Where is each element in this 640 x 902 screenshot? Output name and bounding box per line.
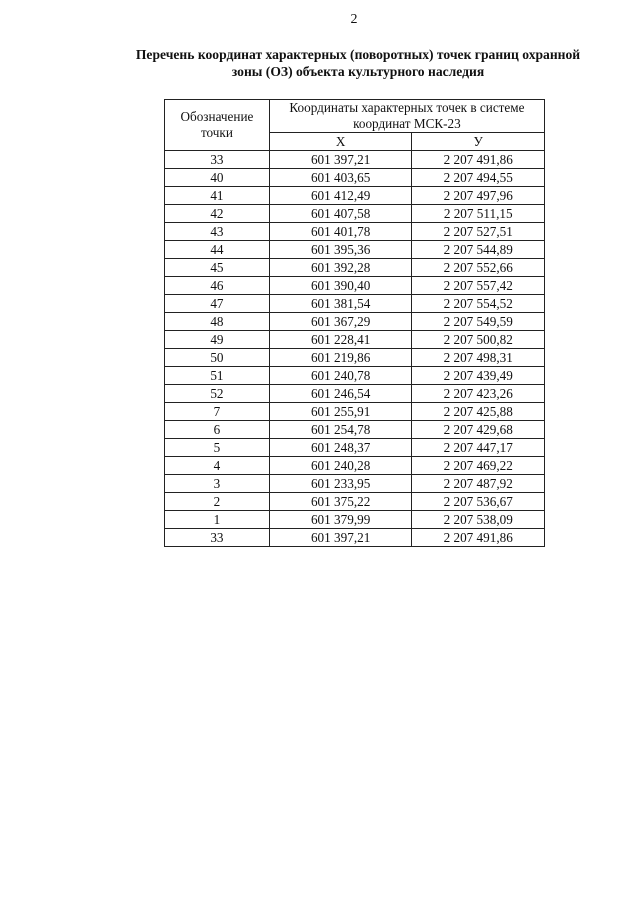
y-coordinate-cell: 2 207 425,88 [412, 403, 545, 421]
point-cell: 6 [165, 421, 270, 439]
point-cell: 5 [165, 439, 270, 457]
y-coordinate-cell: 2 207 554,52 [412, 295, 545, 313]
x-coordinate-cell: 601 381,54 [269, 295, 412, 313]
table-row [165, 439, 545, 457]
document-title-line-2: зоны (ОЗ) объекта культурного наследия [231, 64, 485, 79]
point-cell: 45 [165, 259, 270, 277]
y-coordinate-cell: 2 207 429,68 [412, 421, 545, 439]
y-coordinate-cell: 2 207 557,42 [412, 277, 545, 295]
x-coordinate-cell: 601 246,54 [269, 385, 412, 403]
x-coordinate-cell: 601 397,21 [269, 529, 412, 547]
point-cell: 33 [165, 529, 270, 547]
x-coordinate-cell: 601 407,58 [269, 205, 412, 223]
table-row [165, 493, 545, 511]
page-number: 2 [350, 12, 358, 27]
table-row [165, 295, 545, 313]
y-coordinate-cell: 2 207 511,15 [412, 205, 545, 223]
y-coordinate-cell: 2 207 536,67 [412, 493, 545, 511]
header-point-line-2: точки [200, 125, 233, 140]
table-row [165, 385, 545, 403]
x-coordinate-cell: 601 240,28 [269, 457, 412, 475]
x-coordinate-cell: 601 248,37 [269, 439, 412, 457]
x-coordinate-cell: 601 379,99 [269, 511, 412, 529]
y-coordinate-cell: 2 207 494,55 [412, 169, 545, 187]
header-point-designation [165, 100, 270, 151]
point-cell: 4 [165, 457, 270, 475]
point-cell: 50 [165, 349, 270, 367]
x-coordinate-cell: 601 240,78 [269, 367, 412, 385]
table-row [165, 421, 545, 439]
table-row [165, 367, 545, 385]
table-row [165, 511, 545, 529]
x-coordinate-cell: 601 375,22 [269, 493, 412, 511]
y-coordinate-cell: 2 207 423,26 [412, 385, 545, 403]
point-cell: 51 [165, 367, 270, 385]
y-coordinate-cell: 2 207 498,31 [412, 349, 545, 367]
x-coordinate-cell: 601 254,78 [269, 421, 412, 439]
point-cell: 1 [165, 511, 270, 529]
document-title [108, 46, 608, 80]
table-row [165, 187, 545, 205]
x-coordinate-cell: 601 228,41 [269, 331, 412, 349]
x-coordinate-cell: 601 367,29 [269, 313, 412, 331]
table-row [165, 475, 545, 493]
table-row [165, 349, 545, 367]
header-point-line-1: Обозначение [180, 109, 254, 124]
coordinates-table [164, 99, 545, 547]
x-coordinate-cell: 601 401,78 [269, 223, 412, 241]
y-coordinate-cell: 2 207 447,17 [412, 439, 545, 457]
y-coordinate-cell: 2 207 491,86 [412, 529, 545, 547]
x-coordinate-cell: 601 390,40 [269, 277, 412, 295]
y-coordinate-cell: 2 207 487,92 [412, 475, 545, 493]
y-coordinate-cell: 2 207 552,66 [412, 259, 545, 277]
document-title-line-1: Перечень координат характерных (поворотных) точек границ охранной [135, 47, 581, 62]
table-row [165, 331, 545, 349]
table-row [165, 277, 545, 295]
table-row [165, 403, 545, 421]
point-cell: 7 [165, 403, 270, 421]
header-system-line-1: Координаты характерных точек в системе [289, 100, 525, 115]
x-coordinate-cell: 601 233,95 [269, 475, 412, 493]
x-coordinate-cell: 601 219,86 [269, 349, 412, 367]
x-coordinate-cell: 601 255,91 [269, 403, 412, 421]
y-coordinate-cell: 2 207 527,51 [412, 223, 545, 241]
x-coordinate-cell: 601 392,28 [269, 259, 412, 277]
point-cell: 41 [165, 187, 270, 205]
coordinates-table-body [165, 151, 545, 547]
table-row [165, 259, 545, 277]
coordinates-table-header [165, 100, 545, 151]
table-row [165, 457, 545, 475]
point-cell: 40 [165, 169, 270, 187]
y-coordinate-cell: 2 207 549,59 [412, 313, 545, 331]
point-cell: 44 [165, 241, 270, 259]
point-cell: 52 [165, 385, 270, 403]
y-coordinate-cell: 2 207 538,09 [412, 511, 545, 529]
header-y: У [412, 133, 545, 151]
y-coordinate-cell: 2 207 497,96 [412, 187, 545, 205]
point-cell: 42 [165, 205, 270, 223]
point-cell: 43 [165, 223, 270, 241]
table-row [165, 529, 545, 547]
y-coordinate-cell: 2 207 491,86 [412, 151, 545, 169]
table-row [165, 313, 545, 331]
table-row [165, 241, 545, 259]
point-cell: 33 [165, 151, 270, 169]
point-cell: 48 [165, 313, 270, 331]
y-coordinate-cell: 2 207 439,49 [412, 367, 545, 385]
table-row [165, 223, 545, 241]
table-row [165, 151, 545, 169]
x-coordinate-cell: 601 412,49 [269, 187, 412, 205]
point-cell: 3 [165, 475, 270, 493]
y-coordinate-cell: 2 207 469,22 [412, 457, 545, 475]
x-coordinate-cell: 601 403,65 [269, 169, 412, 187]
table-row [165, 169, 545, 187]
point-cell: 47 [165, 295, 270, 313]
x-coordinate-cell: 601 397,21 [269, 151, 412, 169]
header-x: X [269, 133, 412, 151]
point-cell: 49 [165, 331, 270, 349]
point-cell: 2 [165, 493, 270, 511]
x-coordinate-cell: 601 395,36 [269, 241, 412, 259]
header-coordinate-system [269, 100, 544, 133]
header-system-line-2: координат МСК-23 [353, 116, 461, 131]
y-coordinate-cell: 2 207 500,82 [412, 331, 545, 349]
point-cell: 46 [165, 277, 270, 295]
table-row [165, 205, 545, 223]
y-coordinate-cell: 2 207 544,89 [412, 241, 545, 259]
